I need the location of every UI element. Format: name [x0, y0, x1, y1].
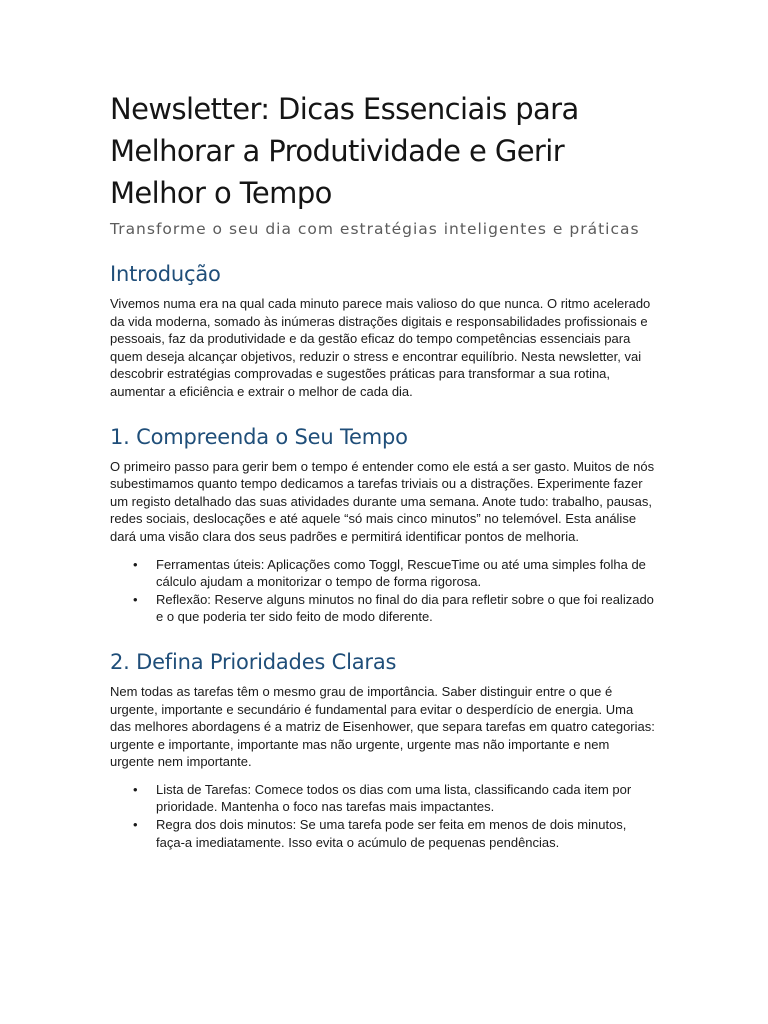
section-heading-intro: Introdução — [110, 262, 221, 286]
section-1-bullet-list — [110, 556, 655, 626]
list-item-text: Ferramentas úteis: Aplicações como Toggl, RescueTime ou até uma simples folha de cálculo ajudam a monitorizar o tempo de forma rigorosa. — [156, 556, 646, 590]
list-item-text: Reflexão: Reserve alguns minutos no final do dia para refletir sobre o que foi realizado e o que poderia ter sido feito de modo diferente. — [156, 591, 654, 625]
document-title: Newsletter: Dicas Essenciais para Melhorar a Produtividade e Gerir Melhor o Tempo — [110, 92, 579, 210]
document-subtitle: Transforme o seu dia com estratégias inteligentes e práticas — [110, 220, 640, 238]
intro-paragraph: Vivemos numa era na qual cada minuto parece mais valioso do que nunca. O ritmo acelerado da vida moderna, somado às inúmeras distrações digitais e responsabilidades profissionais e pessoais, faz da produtividade e da gestão eficaz do tempo competências essenciais para quem deseja alcançar objetivos, reduzir o stress e encontrar equilíbrio. Nesta newsletter, vai descobrir estratégias comprovadas e sugestões práticas para transformar a sua rotina, aumentar a eficiência e extrair o melhor de cada dia. — [110, 296, 651, 399]
section-2-bullet-list — [110, 781, 655, 851]
section-heading-2: 2. Defina Prioridades Claras — [110, 649, 397, 674]
list-item — [110, 816, 655, 851]
bullet-icon: • — [133, 781, 138, 797]
bullet-icon: • — [133, 817, 138, 833]
list-item — [110, 781, 655, 816]
bullet-icon: • — [133, 591, 138, 607]
document-page — [110, 88, 655, 851]
section-2-paragraph: Nem todas as tarefas têm o mesmo grau de importância. Saber distinguir entre o que é urgente, importante e secundário é fundamental para evitar o desperdício de energia. Uma das melhores abordagens é a matriz de Eisenhower, que separa tarefas em quatro categorias: urgente e importante, importante mas não urgente, urgente mas não importante e nem urgente nem importante. — [110, 683, 655, 770]
list-item-text: Lista de Tarefas: Comece todos os dias com uma lista, classificando cada item por prioridade. Mantenha o foco nas tarefas mais impactantes. — [156, 781, 632, 815]
section-heading-1: 1. Compreenda o Seu Tempo — [110, 424, 408, 449]
list-item-text: Regra dos dois minutos: Se uma tarefa pode ser feita em menos de dois minutos, faça-a imediatamente. Isso evita o acúmulo de pequenas pendências. — [156, 817, 627, 850]
list-item — [110, 591, 655, 626]
list-item — [110, 556, 655, 591]
bullet-icon: • — [133, 556, 138, 572]
section-1-paragraph: O primeiro passo para gerir bem o tempo é entender como ele está a ser gasto. Muitos de nós subestimamos quanto tempo dedicamos a tarefas triviais ou a distrações. Experimente fazer um registo detalhado das suas atividades durante uma semana. Anote tudo: trabalho, pausas, redes sociais, deslocações e até aquele “só mais cinco minutos” no telemóvel. Esta análise dará uma visão clara dos seus padrões e permitirá identificar pontos de melhoria. — [110, 458, 655, 544]
